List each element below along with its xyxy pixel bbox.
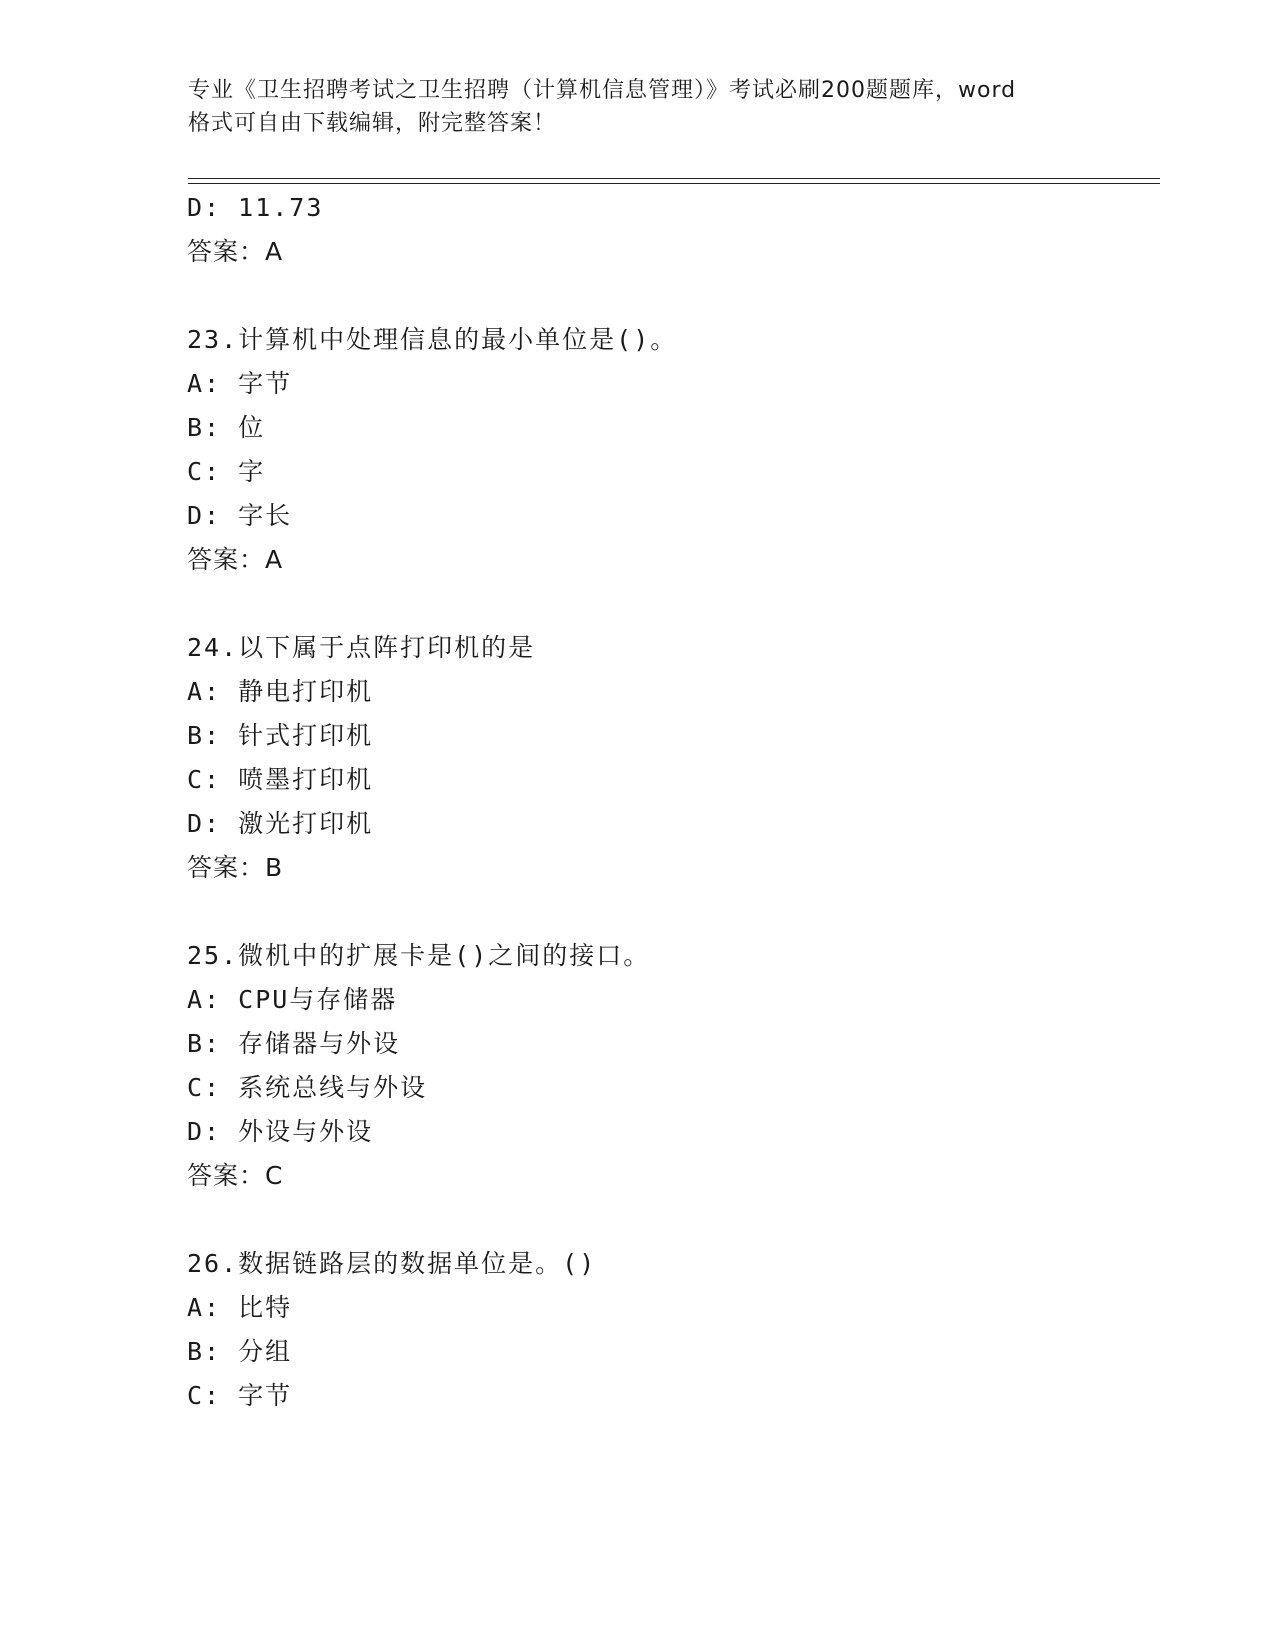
q25-option-c: C: 系统总线与外设 (187, 1073, 428, 1102)
q26-option-b: B: 分组 (187, 1337, 293, 1366)
prev-option-d: D: 11.73 (187, 193, 324, 222)
q23-option-a: A: 字节 (187, 369, 293, 398)
header-line-1: 专业《卫生招聘考试之卫生招聘（计算机信息管理）》考试必刷200题题库，word (188, 78, 1017, 103)
q23-option-c: C: 字 (187, 457, 266, 486)
q25-option-d: D: 外设与外设 (187, 1117, 374, 1146)
document-header (188, 74, 1088, 140)
q24-answer: 答案：B (187, 853, 284, 882)
q23-answer: 答案：A (187, 545, 284, 574)
header-rule-bottom (188, 183, 1160, 184)
q23-question: 23.计算机中处理信息的最小单位是()。 (187, 325, 678, 354)
q26-option-c: C: 字节 (187, 1381, 293, 1410)
q23-option-d: D: 字长 (187, 501, 293, 530)
q25-option-b: B: 存储器与外设 (187, 1029, 401, 1058)
q24-option-c: C: 喷墨打印机 (187, 765, 374, 794)
q24-question: 24.以下属于点阵打印机的是 (187, 633, 536, 662)
q24-option-d: D: 激光打印机 (187, 809, 374, 838)
q26-question: 26.数据链路层的数据单位是。() (187, 1249, 597, 1278)
header-rule-top (188, 178, 1160, 179)
header-line-2: 格式可自由下载编辑，附完整答案！ (188, 111, 557, 136)
q26-option-a: A: 比特 (187, 1293, 293, 1322)
q24-option-b: B: 针式打印机 (187, 721, 374, 750)
q24-option-a: A: 静电打印机 (187, 677, 374, 706)
q25-question: 25.微机中的扩展卡是()之间的接口。 (187, 941, 651, 970)
q23-option-b: B: 位 (187, 413, 266, 442)
q25-option-a: A: CPU与存储器 (187, 985, 398, 1014)
q25-answer: 答案：C (187, 1161, 284, 1190)
prev-answer: 答案：A (187, 237, 284, 266)
